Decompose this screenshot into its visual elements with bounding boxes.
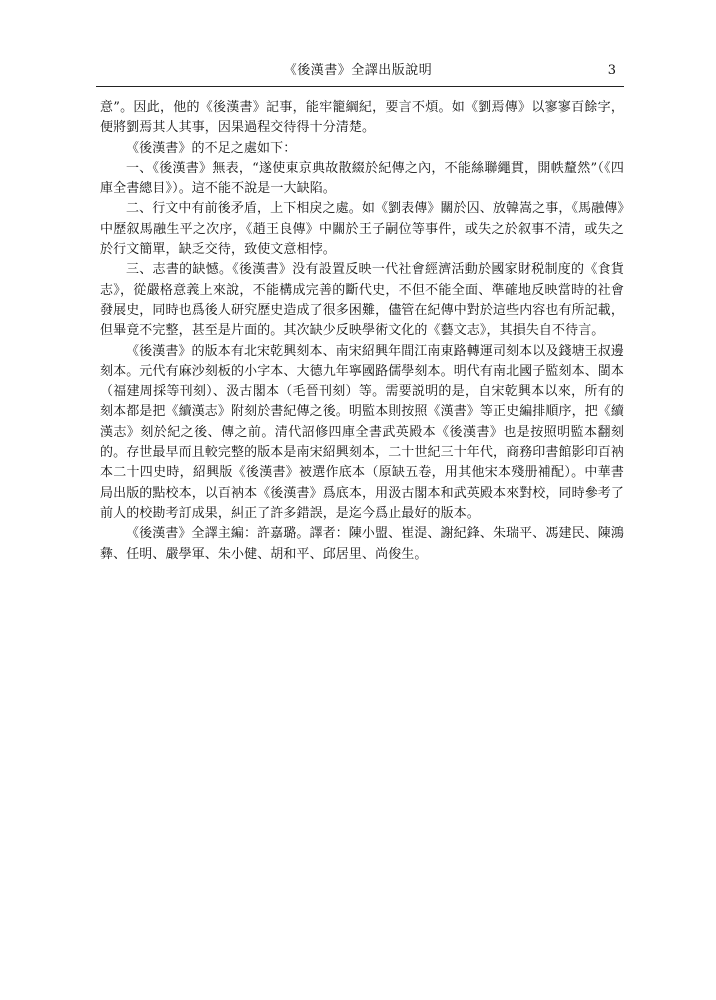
header-divider bbox=[96, 86, 624, 87]
body-text bbox=[100, 98, 624, 565]
page-number: 3 bbox=[607, 63, 616, 78]
paragraph-editions: 《後漢書》的版本有北宋乾興刻本、南宋紹興年間江南東路轉運司刻本以及錢塘王叔邊刻本。元代有麻沙刻板的小字本、大德九年寧國路儒學刻本。明代有南北國子監刻本、閩本（福建周採等刊刻）、汲古閣本（毛晉刊刻）等。需要説明的是，自宋乾興本以來，所有的刻本都是把《續漢志》附刻於書紀傳之後。明監本則按照《漢書》等正史編排順序，把《續漢志》刻於紀之後、傳之前。清代詔修四庫全書武英殿本《後漢書》也是按照明監本翻刻的。存世最早而且較完整的版本是南宋紹興刻本，二十世紀三十年代，商務印書館影印百衲本二十四史時，紹興版《後漢書》被選作底本（原缺五卷，用其他宋本殘册補配）。中華書局出版的點校本，以百衲本《後漢書》爲底本，用汲古閣本和武英殿本來對校，同時參考了前人的校勘考訂成果，糾正了許多錯誤，是迄今爲止最好的版本。 bbox=[100, 343, 625, 521]
paragraph-credits: 《後漢書》全譯主編：許嘉璐。譯者：陳小盟、崔湜、謝紀鋒、朱瑞平、馮建民、陳鴻彝、任明、嚴學軍、朱小健、胡和平、邱居里、尚俊生。 bbox=[100, 526, 624, 562]
paragraph-point-two: 二、行文中有前後矛盾，上下相戾之處。如《劉表傳》關於囚、放韓嵩之事，《馬融傳》中歷叙馬融生平之次序，《趙王良傳》中關於王子嗣位等事件，或失之於叙事不清，或失之於行文簡單，缺乏交待，致使文意相悖。 bbox=[100, 201, 624, 258]
running-header bbox=[96, 62, 620, 84]
paragraph-continuation: 意”。因此，他的《後漢書》記事，能牢籠綱紀，要言不煩。如《劉焉傳》以寥寥百餘字，便將劉焉其人其事，因果過程交待得十分清楚。 bbox=[100, 100, 624, 136]
header-title: 《後漢書》全譯出版說明 bbox=[283, 63, 433, 78]
paragraph-shortcomings-intro: 《後漢書》的不足之處如下： bbox=[126, 140, 297, 156]
paragraph-point-three: 三、志書的缺憾。《後漢書》没有設置反映一代社會經濟活動於國家財税制度的《食貨志》，從嚴格意義上來說，不能構成完善的斷代史，不但不能全面、準確地反映當時的社會發展史，同時也爲後人研究歷史造成了很多困難，儘管在紀傳中對於這些内容也有所記載，但畢竟不完整，甚至是片面的。其次缺少反映學術文化的《藝文志》，其損失自不待言。 bbox=[100, 262, 625, 339]
paragraph-point-one: 一、《後漢書》無表，“遂使東京典故散綴於紀傳之內，不能絲聯繩貫，開帙釐然”（《四庫全書總目》）。這不能不說是一大缺陷。 bbox=[100, 160, 624, 197]
